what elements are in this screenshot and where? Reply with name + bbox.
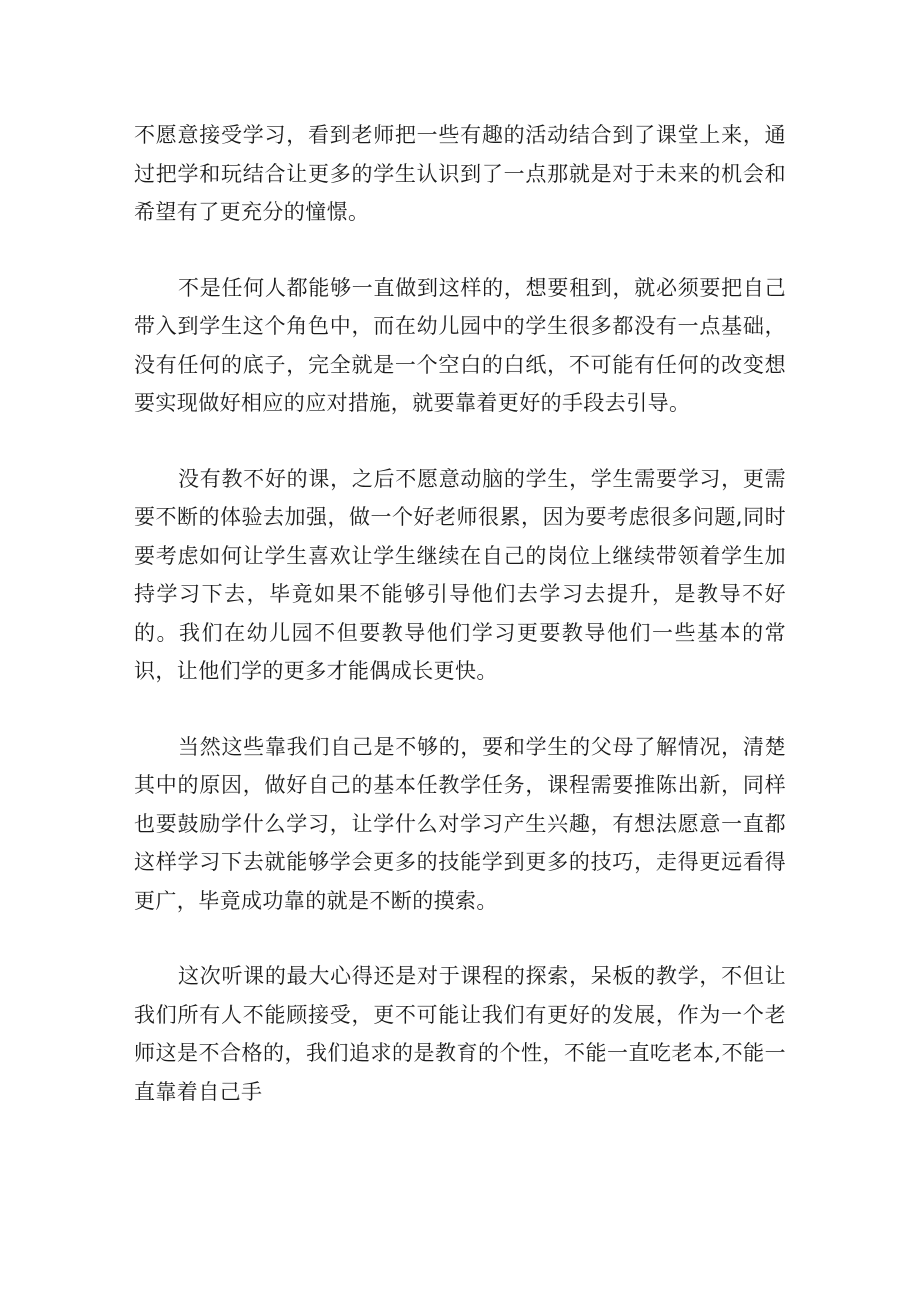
paragraph-5: 这次听课的最大心得还是对于课程的探索，呆板的教学，不但让我们所有人不能顾接受，更不可能让我们有更好的发展，作为一个老师这是不合格的，我们追求的是教育的个性，不能一直吃老本,不能一直靠着自己手 — [134, 964, 786, 1104]
paragraph-3: 没有教不好的课，之后不愿意动脑的学生，学生需要学习，更需要不断的体验去加强，做一个好老师很累，因为要考虑很多问题,同时要考虑如何让学生喜欢让学生继续在自己的岗位上继续带领着学生加持学习下去，毕竟如果不能够引导他们去学习去提升，是教导不好的。我们在幼儿园不但要教导他们学习更要教导他们一些基本的常识，让他们学的更多才能偶成长更快。 — [134, 466, 786, 683]
paragraph-4: 当然这些靠我们自己是不够的，要和学生的父母了解情况，清楚其中的原因，做好自己的基本任教学任务，课程需要推陈出新，同样也要鼓励学什么学习，让学什么对学习产生兴趣，有想法愿意一直都这样学习下去就能够学会更多的技能学到更多的技巧，走得更远看得更广，毕竟成功靠的就是不断的摸索。 — [134, 734, 786, 913]
document-body — [134, 116, 786, 1148]
paragraph-2: 不是任何人都能够一直做到这样的，想要租到，就必须要把自己带入到学生这个角色中，而在幼儿园中的学生很多都没有一点基础，没有任何的底子，完全就是一个空白的白纸，不可能有任何的改变想要实现做好相应的应对措施，就要靠着更好的手段去引导。 — [134, 275, 786, 415]
paragraph-1: 不愿意接受学习，看到老师把一些有趣的活动结合到了课堂上来，通过把学和玩结合让更多的学生认识到了一点那就是对于未来的机会和希望有了更充分的憧憬。 — [134, 123, 786, 224]
